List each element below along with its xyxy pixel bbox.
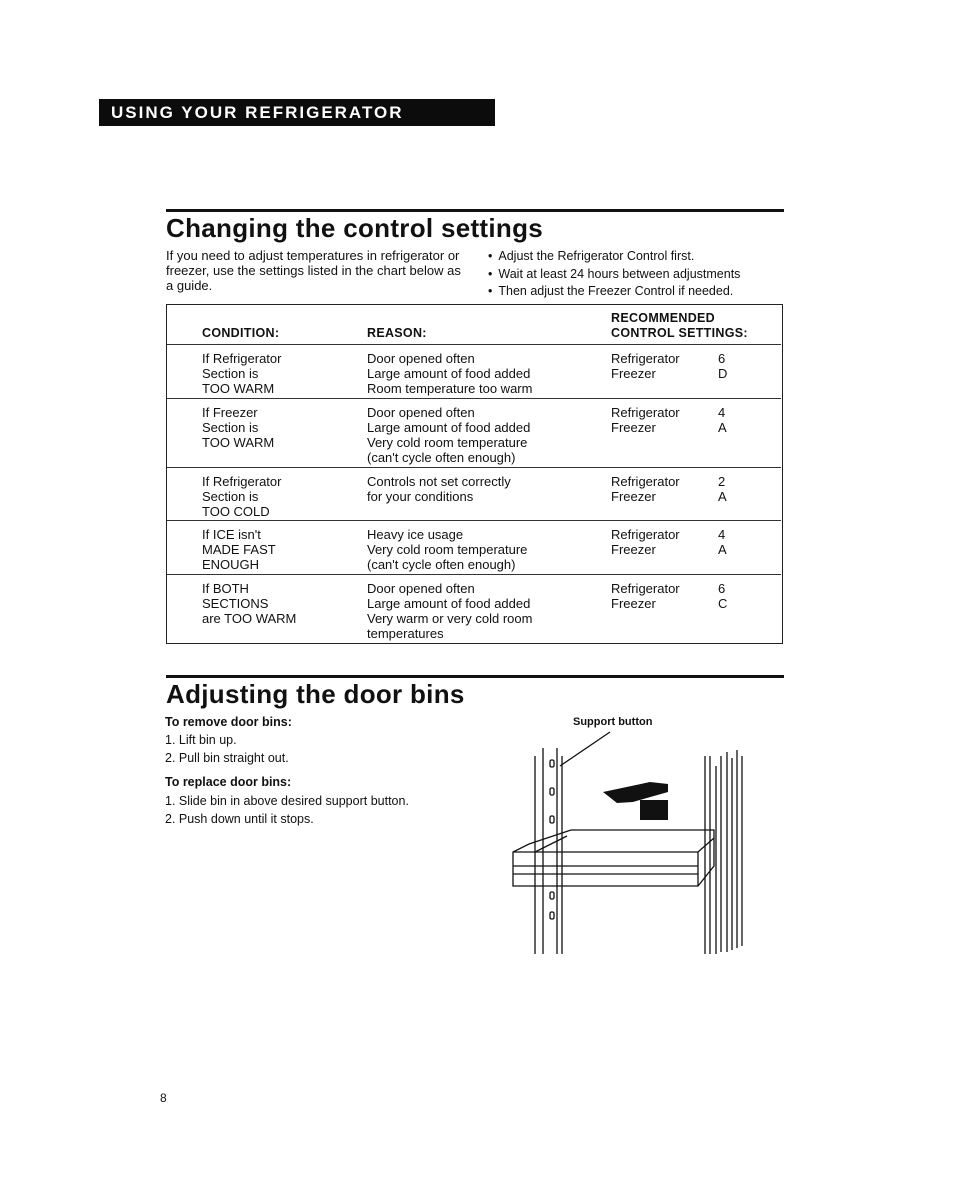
- section-rule-bottom: [166, 675, 784, 678]
- bullet-item: • Then adjust the Freezer Control if needed.: [488, 283, 778, 301]
- support-button: [550, 892, 554, 899]
- setting-labels-cell: Refrigerator Freezer: [611, 474, 680, 504]
- setting-values-cell: 4 A: [718, 405, 727, 435]
- remove-bins-heading: To remove door bins:: [165, 715, 292, 729]
- replace-step: 1. Slide bin in above desired support button.: [165, 794, 409, 808]
- reason-cell: Controls not set correctly for your conditions: [367, 474, 511, 504]
- remove-step: 1. Lift bin up.: [165, 733, 237, 747]
- page-title-control-settings: Changing the control settings: [166, 213, 544, 243]
- condition-cell: If Freezer Section is TOO WARM: [202, 405, 275, 450]
- setting-values-cell: 2 A: [718, 474, 727, 504]
- page-title-door-bins: Adjusting the door bins: [166, 679, 465, 709]
- reason-cell: Heavy ice usage Very cold room temperature (can't cycle often enough): [367, 527, 528, 572]
- replace-bins-heading: To replace door bins:: [165, 775, 292, 789]
- setting-labels-cell: Refrigerator Freezer: [611, 581, 680, 611]
- intro-text: If you need to adjust temperatures in refrigerator or freezer, use the settings listed in the chart below as a guide.: [166, 248, 461, 293]
- setting-labels-cell: Refrigerator Freezer: [611, 527, 680, 557]
- page-number: 8: [160, 1091, 167, 1105]
- header-reason: REASON:: [367, 326, 427, 340]
- header-settings-line2: CONTROL SETTINGS:: [611, 326, 748, 340]
- setting-labels-cell: Refrigerator Freezer: [611, 405, 680, 435]
- condition-cell: If BOTH SECTIONS are TOO WARM: [202, 581, 297, 626]
- leader-line: [560, 732, 610, 766]
- remove-step: 2. Pull bin straight out.: [165, 751, 289, 765]
- section-rule-top: [166, 209, 784, 212]
- arrow-icon: [603, 782, 668, 820]
- header-settings-line1: RECOMMENDED: [611, 311, 715, 325]
- table-row: [167, 398, 781, 467]
- support-button: [550, 788, 554, 795]
- control-settings-table: [166, 304, 783, 644]
- condition-cell: If ICE isn't MADE FAST ENOUGH: [202, 527, 276, 572]
- setting-labels-cell: Refrigerator Freezer: [611, 351, 680, 381]
- table-row: [167, 344, 781, 399]
- table-row: [167, 467, 781, 521]
- door-bin-illustration: [505, 726, 760, 958]
- support-button: [550, 760, 554, 767]
- reason-cell: Door opened often Large amount of food added Very warm or very cold room temperatures: [367, 581, 533, 641]
- replace-step: 2. Push down until it stops.: [165, 812, 314, 826]
- setting-values-cell: 4 A: [718, 527, 727, 557]
- adjustment-bullets: [488, 248, 778, 301]
- condition-cell: If Refrigerator Section is TOO COLD: [202, 474, 282, 519]
- bullet-item: • Adjust the Refrigerator Control first.: [488, 248, 778, 266]
- support-button: [550, 816, 554, 823]
- figure-caption: Support button: [573, 716, 653, 728]
- reason-cell: Door opened often Large amount of food added Room temperature too warm: [367, 351, 533, 396]
- setting-values-cell: 6 C: [718, 581, 728, 611]
- condition-cell: If Refrigerator Section is TOO WARM: [202, 351, 282, 396]
- table-row: [167, 574, 781, 642]
- bullet-item: • Wait at least 24 hours between adjustments: [488, 266, 778, 284]
- reason-cell: Door opened often Large amount of food added Very cold room temperature (can't cycle often enough): [367, 405, 531, 465]
- section-banner: USING YOUR REFRIGERATOR: [99, 99, 495, 126]
- support-button: [550, 912, 554, 919]
- setting-values-cell: 6 D: [718, 351, 728, 381]
- header-condition: CONDITION:: [202, 326, 280, 340]
- table-row: [167, 520, 781, 575]
